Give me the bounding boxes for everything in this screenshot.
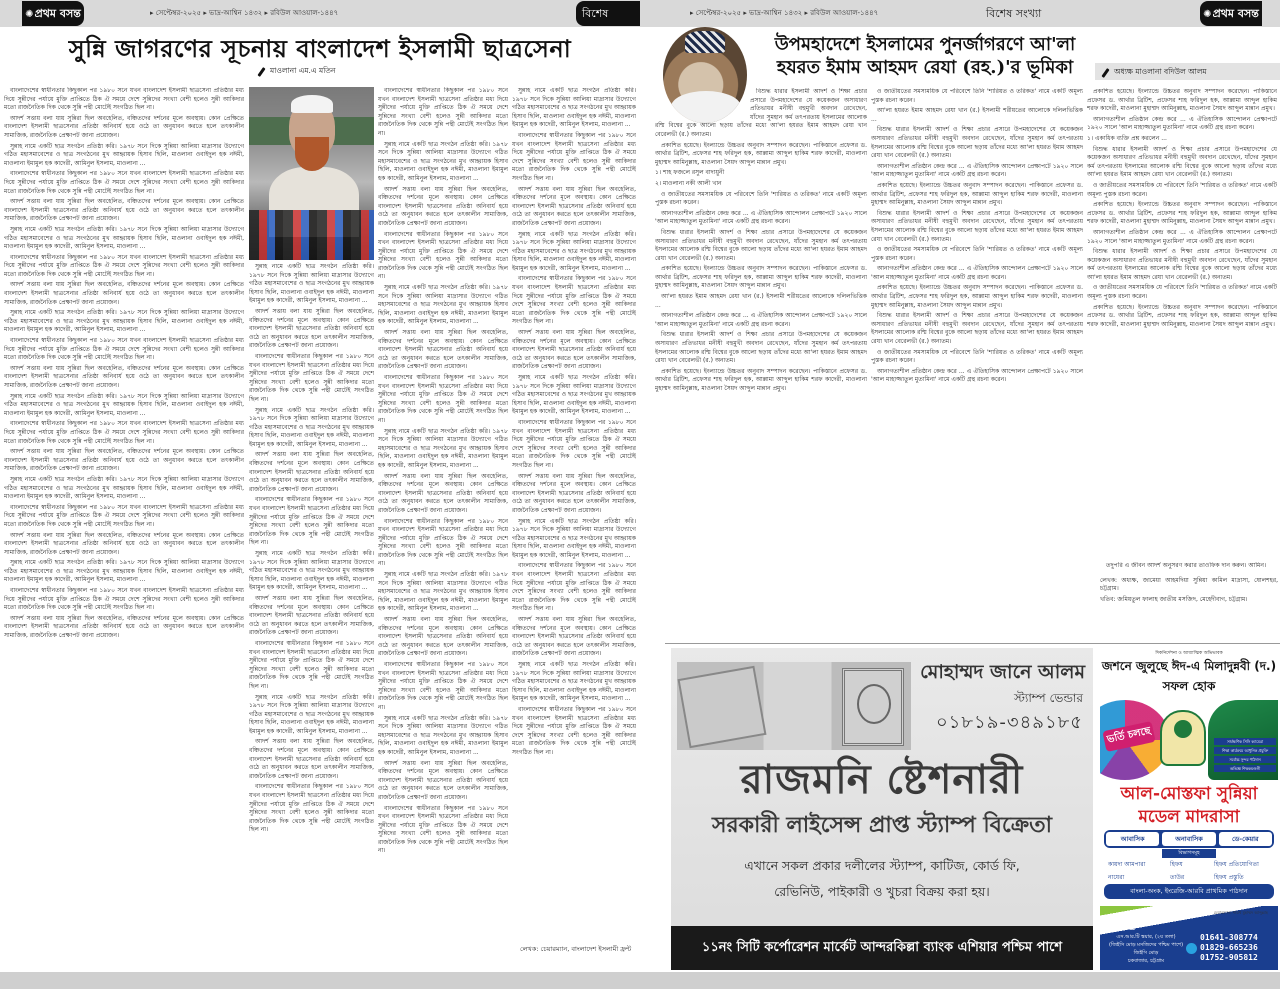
vendor-role: স্ট্যাম্প ভেন্ডার: [1013, 691, 1083, 705]
residency-types: [1104, 830, 1274, 848]
departments-label: বিভাগসমূহ: [1162, 849, 1216, 858]
license-text: সরকারী লাইসেন্স প্রাপ্ত স্ট্যাম্প বিক্রেতা: [711, 813, 1053, 838]
general-education-banner: বাংলা-অংক, ইংরেজি-আরবি প্রাথমিক পাঠদান: [1104, 884, 1274, 899]
admission-badge: ভর্তি চলছে: [1102, 721, 1156, 752]
masthead-bar: [0, 0, 640, 45]
greeting-line-2: সফল হোক: [1162, 679, 1216, 693]
article-column-4: সুন্নাহ নামে একটি ছাত্র সংগঠন প্রতিষ্ঠা করি। ১৯৭৮ সনে দিকে সুন্নিয়া আলিয়া মাদ্রাসার উদ্যোগে গঠিত মহাসমাবেশের ও ছাত্র সংগঠনের মুখ আহ্বায়ক হিসাব ছিলি, মাওলানা ওবাইদুল হক নঈমী, মাওলানা ইমামুল হক কাদেরী, আমিনুল ইসলাম, মাওলানা ... বাংলাদেশের স্বাধীনতার কিছুকাল পর ১৯৮০ সনে যখন বাংলাদেশ ইসলামী ছাত্রসেনা প্রতিষ্ঠার মধ্য দিয়ে সুন্নীদের পর্যায়ে মুক্তি প্রাপ্তিতে ঠিক ঐ সময়ে দেশে সুন্নিদের সংখ্যা বেশী হলেও সুন্নী আকিদার মতো রাজনৈতিক দিক থেকে সুন্নি পন্থী মোটেই সংগঠিত ছিল না। আদর্শ সত্তায় বলা যায় সুন্নিরা ছিল অবহেলিত, বঞ্চিতদের দর্শনের মূলে অবস্থায়। কোন প্রেক্ষিতে বাংলাদেশ ইসলামী ছাত্রসেনার প্রতিষ্ঠা অনিবার্য হয়ে ওঠে তা অনুধাবন করতে হলে তৎকালীন সামাজিক, রাজনৈতিক প্রেক্ষাপট জানা প্রয়োজন। সুন্নাহ নামে একটি ছাত্র সংগঠন প্রতিষ্ঠা করি। ১৯৭৮ সনে দিকে সুন্নিয়া আলিয়া মাদ্রাসার উদ্যোগে গঠিত মহাসমাবেশের ও ছাত্র সংগঠনের মুখ আহ্বায়ক হিসাব ছিলি, মাওলানা ওবাইদুল হক নঈমী, মাওলানা ইমামুল হক কাদেরী, আমিনুল ইসলাম, মাওলানা ... বাংলাদেশের স্বাধীনতার কিছুকাল পর ১৯৮০ সনে যখন বাংলাদেশ ইসলামী ছাত্রসেনা প্রতিষ্ঠার মধ্য দিয়ে সুন্নীদের পর্যায়ে মুক্তি প্রাপ্তিতে ঠিক ঐ সময়ে দেশে সুন্নিদের সংখ্যা বেশী হলেও সুন্নী আকিদার মতো রাজনৈতিক দিক থেকে সুন্নি পন্থী মোটেই সংগঠিত ছিল না। আদর্শ সত্তায় বলা যায় সুন্নিরা ছিল অবহেলিত, বঞ্চিতদের দর্শনের মূলে অবস্থায়। কোন প্রেক্ষিতে বাংলাদেশ ইসলামী ছাত্রসেনার প্রতিষ্ঠা অনিবার্য হয়ে ওঠে তা অনুধাবন করতে হলে তৎকালীন সামাজিক, রাজনৈতিক প্রেক্ষাপট জানা প্রয়োজন। সুন্নাহ নামে একটি ছাত্র সংগঠন প্রতিষ্ঠা করি। ১৯৭৮ সনে দিকে সুন্নিয়া আলিয়া মাদ্রাসার উদ্যোগে গঠিত মহাসমাবেশের ও ছাত্র সংগঠনের মুখ আহ্বায়ক হিসাব ছিলি, মাওলানা ওবাইদুল হক নঈমী, মাওলানা ইমামুল হক কাদেরী, আমিনুল ইসলাম, মাওলানা ... বাংলাদেশের স্বাধীনতার কিছুকাল পর ১৯৮০ সনে যখন বাংলাদেশ ইসলামী ছাত্রসেনা প্রতিষ্ঠার মধ্য দিয়ে সুন্নীদের পর্যায়ে মুক্তি প্রাপ্তিতে ঠিক ঐ সময়ে দেশে সুন্নিদের সংখ্যা বেশী হলেও সুন্নী আকিদার মতো রাজনৈতিক দিক থেকে সুন্নি পন্থী মোটেই সংগঠিত ছিল না। আদর্শ সত্তায় বলা যায় সুন্নিরা ছিল অবহেলিত, বঞ্চিতদের দর্শনের মূলে অবস্থায়। কোন প্রেক্ষিতে বাংলাদেশ ইসলামী ছাত্রসেনার প্রতিষ্ঠা অনিবার্য হয়ে ওঠে তা অনুধাবন করতে হলে তৎকালীন সামাজিক, রাজনৈতিক প্রেক্ষাপট জানা প্রয়োজন। সুন্নাহ নামে একটি ছাত্র সংগঠন প্রতিষ্ঠা করি। ১৯৭৮ সনে দিকে সুন্নিয়া আলিয়া মাদ্রাসার উদ্যোগে গঠিত মহাসমাবেশের ও ছাত্র সংগঠনের মুখ আহ্বায়ক হিসাব ছিলি, মাওলানা ওবাইদুল হক নঈমী, মাওলানা ইমামুল হক কাদেরী, আমিনুল ইসলাম, মাওলানা ... বাংলাদেশের স্বাধীনতার কিছুকাল পর ১৯৮০ সনে যখন বাংলাদেশ ইসলামী ছাত্রসেনা প্রতিষ্ঠার মধ্য দিয়ে সুন্নীদের পর্যায়ে মুক্তি প্রাপ্তিতে ঠিক ঐ সময়ে দেশে সুন্নিদের সংখ্যা বেশী হলেও সুন্নী আকিদার মতো রাজনৈতিক দিক থেকে সুন্নি পন্থী মোটেই সংগঠিত ছিল না। আদর্শ সত্তায় বলা যায় সুন্নিরা ছিল অবহেলিত, বঞ্চিতদের দর্শনের মূলে অবস্থায়। কোন প্রেক্ষিতে বাংলাদেশ ইসলামী ছাত্রসেনার প্রতিষ্ঠা অনিবার্য হয়ে ওঠে তা অনুধাবন করতে হলে তৎকালীন সামাজিক, রাজনৈতিক প্রেক্ষাপট জানা প্রয়োজন। সুন্নাহ নামে একটি ছাত্র সংগঠন প্রতিষ্ঠা করি। ১৯৭৮ সনে দিকে সুন্নিয়া আলিয়া মাদ্রাসার উদ্যোগে গঠিত মহাসমাবেশের ও ছাত্র সংগঠনের মুখ আহ্বায়ক হিসাব ছিলি, মাওলানা ওবাইদুল হক নঈমী, মাওলানা ইমামুল হক কাদেরী, আমিনুল ইসলাম, মাওলানা ... বাংলাদেশের স্বাধীনতার কিছুকাল পর ১৯৮০ সনে যখন বাংলাদেশ ইসলামী ছাত্রসেনা প্রতিষ্ঠার মধ্য দিয়ে সুন্নীদের পর্যায়ে মুক্তি প্রাপ্তিতে ঠিক ঐ সময়ে দেশে সুন্নিদের সংখ্যা বেশী হলেও সুন্নী আকিদার মতো রাজনৈতিক দিক থেকে সুন্নি পন্থী মোটেই সংগঠিত ছিল না।: [512, 87, 636, 756]
page-gutter: [0, 972, 640, 989]
byline: [256, 66, 335, 78]
seal-icon: [857, 684, 891, 724]
madrasa-phones: 01641-308774 01829-665236 01752-905812: [1200, 933, 1258, 962]
stationery-advertisement: [671, 648, 1093, 970]
section-label: বিশেষ সংখ্যা: [986, 7, 1042, 20]
subject-item: হিফয: [1170, 861, 1183, 868]
article-column-3: প্রকাশিত হয়েছে। ইংল্যান্ডে উচ্চতর অনুবাদ সম্পাদন করেছেন। পাকিস্তানে প্রফেসর ড. আর্থার ব্রিটিশ, প্রফেসর শাহ ফরিদুল হক, আল্লামা আব্দুল হাকিম শরফ কাদেরী, মাওলানা মুহাম্মদ আমিনুল্লাহ, মাওলানা সৈয়দ আব্দুল মান্নান প্রমুখ। আনাগত্যশীল প্রতিষ্ঠান কেন্দ্র করে ... এ ঐতিহাসিক আন্দোলন প্রেক্ষাপটে ১৯২০ সালে 'আল মাহাজ্জাতুল মুতামিনা' নামে একটি গ্রন্থ রচনা করেন। ১। একাধিক ব্যক্তি প্রশ্ন করলেন ... বিশুদ্ধ ধারার ইসলামী আদর্শ ও শিক্ষা প্রচার প্রসারে উপমহাদেশের যে কয়েকজন অসাধারণ প্রতিভাধর মনীষী বহুমুখী অবদান রেখেছেন, যাঁদের সুমহান কর্ম তৎপরতায় ইসলামের আলোক রশ্মি বিশ্বের বুকে আলো ছড়ায় তাঁদের মধ্যে আ'লা হযরত ইমাম আহমদ রেযা খান বেরেলভী (র.) অন্যতম। ও জাতীয়তের সমসাময়িক যে পরিবেশে তিনি 'শারিয়ত ও তরিকত' নামে একটি অমূল্য পুস্তক রচনা করেন। প্রকাশিত হয়েছে। ইংল্যান্ডে উচ্চতর অনুবাদ সম্পাদন করেছেন। পাকিস্তানে প্রফেসর ড. আর্থার ব্রিটিশ, প্রফেসর শাহ ফরিদুল হক, আল্লামা আব্দুল হাকিম শরফ কাদেরী, মাওলানা মুহাম্মদ আমিনুল্লাহ, মাওলানা সৈয়দ আব্দুল মান্নান প্রমুখ। আনাগত্যশীল প্রতিষ্ঠান কেন্দ্র করে ... এ ঐতিহাসিক আন্দোলন প্রেক্ষাপটে ১৯২০ সালে 'আল মাহাজ্জাতুল মুতামিনা' নামে একটি গ্রন্থ রচনা করেন। বিশুদ্ধ ধারার ইসলামী আদর্শ ও শিক্ষা প্রচার প্রসারে উপমহাদেশের যে কয়েকজন অসাধারণ প্রতিভাধর মনীষী বহুমুখী অবদান রেখেছেন, যাঁদের সুমহান কর্ম তৎপরতায় ইসলামের আলোক রশ্মি বিশ্বের বুকে আলো ছড়ায় তাঁদের মধ্যে আ'লা হযরত ইমাম আহমদ রেযা খান বেরেলভী (র.) অন্যতম। ও জাতীয়তের সমসাময়িক যে পরিবেশে তিনি 'শারিয়ত ও তরিকত' নামে একটি অমূল্য পুস্তক রচনা করেন। প্রকাশিত হয়েছে। ইংল্যান্ডে উচ্চতর অনুবাদ সম্পাদন করেছেন। পাকিস্তানে প্রফেসর ড. আর্থার ব্রিটিশ, প্রফেসর শাহ ফরিদুল হক, আল্লামা আব্দুল হাকিম শরফ কাদেরী, মাওলানা মুহাম্মদ আমিনুল্লাহ, মাওলানা সৈয়দ আব্দুল মান্নান প্রমুখ।: [1087, 88, 1277, 328]
feature-item: সার্বক্ষণিক সিসি ক্যামেরা: [1214, 738, 1276, 745]
article-column-3: বাংলাদেশের স্বাধীনতার কিছুকাল পর ১৯৮০ সনে যখন বাংলাদেশ ইসলামী ছাত্রসেনা প্রতিষ্ঠার মধ্য দিয়ে সুন্নীদের পর্যায়ে মুক্তি প্রাপ্তিতে ঠিক ঐ সময়ে দেশে সুন্নিদের সংখ্যা বেশী হলেও সুন্নী আকিদার মতো রাজনৈতিক দিক থেকে সুন্নি পন্থী মোটেই সংগঠিত ছিল না। সুন্নাহ নামে একটি ছাত্র সংগঠন প্রতিষ্ঠা করি। ১৯৭৮ সনে দিকে সুন্নিয়া আলিয়া মাদ্রাসার উদ্যোগে গঠিত মহাসমাবেশের ও ছাত্র সংগঠনের মুখ আহ্বায়ক হিসাব ছিলি, মাওলানা ওবাইদুল হক নঈমী, মাওলানা ইমামুল হক কাদেরী, আমিনুল ইসলাম, মাওলানা ... আদর্শ সত্তায় বলা যায় সুন্নিরা ছিল অবহেলিত, বঞ্চিতদের দর্শনের মূলে অবস্থায়। কোন প্রেক্ষিতে বাংলাদেশ ইসলামী ছাত্রসেনার প্রতিষ্ঠা অনিবার্য হয়ে ওঠে তা অনুধাবন করতে হলে তৎকালীন সামাজিক, রাজনৈতিক প্রেক্ষাপট জানা প্রয়োজন। বাংলাদেশের স্বাধীনতার কিছুকাল পর ১৯৮০ সনে যখন বাংলাদেশ ইসলামী ছাত্রসেনা প্রতিষ্ঠার মধ্য দিয়ে সুন্নীদের পর্যায়ে মুক্তি প্রাপ্তিতে ঠিক ঐ সময়ে দেশে সুন্নিদের সংখ্যা বেশী হলেও সুন্নী আকিদার মতো রাজনৈতিক দিক থেকে সুন্নি পন্থী মোটেই সংগঠিত ছিল না। সুন্নাহ নামে একটি ছাত্র সংগঠন প্রতিষ্ঠা করি। ১৯৭৮ সনে দিকে সুন্নিয়া আলিয়া মাদ্রাসার উদ্যোগে গঠিত মহাসমাবেশের ও ছাত্র সংগঠনের মুখ আহ্বায়ক হিসাব ছিলি, মাওলানা ওবাইদুল হক নঈমী, মাওলানা ইমামুল হক কাদেরী, আমিনুল ইসলাম, মাওলানা ... আদর্শ সত্তায় বলা যায় সুন্নিরা ছিল অবহেলিত, বঞ্চিতদের দর্শনের মূলে অবস্থায়। কোন প্রেক্ষিতে বাংলাদেশ ইসলামী ছাত্রসেনার প্রতিষ্ঠা অনিবার্য হয়ে ওঠে তা অনুধাবন করতে হলে তৎকালীন সামাজিক, রাজনৈতিক প্রেক্ষাপট জানা প্রয়োজন। বাংলাদেশের স্বাধীনতার কিছুকাল পর ১৯৮০ সনে যখন বাংলাদেশ ইসলামী ছাত্রসেনা প্রতিষ্ঠার মধ্য দিয়ে সুন্নীদের পর্যায়ে মুক্তি প্রাপ্তিতে ঠিক ঐ সময়ে দেশে সুন্নিদের সংখ্যা বেশী হলেও সুন্নী আকিদার মতো রাজনৈতিক দিক থেকে সুন্নি পন্থী মোটেই সংগঠিত ছিল না। সুন্নাহ নামে একটি ছাত্র সংগঠন প্রতিষ্ঠা করি। ১৯৭৮ সনে দিকে সুন্নিয়া আলিয়া মাদ্রাসার উদ্যোগে গঠিত মহাসমাবেশের ও ছাত্র সংগঠনের মুখ আহ্বায়ক হিসাব ছিলি, মাওলানা ওবাইদুল হক নঈমী, মাওলানা ইমামুল হক কাদেরী, আমিনুল ইসলাম, মাওলানা ... আদর্শ সত্তায় বলা যায় সুন্নিরা ছিল অবহেলিত, বঞ্চিতদের দর্শনের মূলে অবস্থায়। কোন প্রেক্ষিতে বাংলাদেশ ইসলামী ছাত্রসেনার প্রতিষ্ঠা অনিবার্য হয়ে ওঠে তা অনুধাবন করতে হলে তৎকালীন সামাজিক, রাজনৈতিক প্রেক্ষাপট জানা প্রয়োজন। বাংলাদেশের স্বাধীনতার কিছুকাল পর ১৯৮০ সনে যখন বাংলাদেশ ইসলামী ছাত্রসেনা প্রতিষ্ঠার মধ্য দিয়ে সুন্নীদের পর্যায়ে মুক্তি প্রাপ্তিতে ঠিক ঐ সময়ে দেশে সুন্নিদের সংখ্যা বেশী হলেও সুন্নী আকিদার মতো রাজনৈতিক দিক থেকে সুন্নি পন্থী মোটেই সংগঠিত ছিল না। সুন্নাহ নামে একটি ছাত্র সংগঠন প্রতিষ্ঠা করি। ১৯৭৮ সনে দিকে সুন্নিয়া আলিয়া মাদ্রাসার উদ্যোগে গঠিত মহাসমাবেশের ও ছাত্র সংগঠনের মুখ আহ্বায়ক হিসাব ছিলি, মাওলানা ওবাইদুল হক নঈমী, মাওলানা ইমামুল হক কাদেরী, আমিনুল ইসলাম, মাওলানা ... আদর্শ সত্তায় বলা যায় সুন্নিরা ছিল অবহেলিত, বঞ্চিতদের দর্শনের মূলে অবস্থায়। কোন প্রেক্ষিতে বাংলাদেশ ইসলামী ছাত্রসেনার প্রতিষ্ঠা অনিবার্য হয়ে ওঠে তা অনুধাবন করতে হলে তৎকালীন সামাজিক, রাজনৈতিক প্রেক্ষাপট জানা প্রয়োজন। বাংলাদেশের স্বাধীনতার কিছুকাল পর ১৯৮০ সনে যখন বাংলাদেশ ইসলামী ছাত্রসেনা প্রতিষ্ঠার মধ্য দিয়ে সুন্নীদের পর্যায়ে মুক্তি প্রাপ্তিতে ঠিক ঐ সময়ে দেশে সুন্নিদের সংখ্যা বেশী হলেও সুন্নী আকিদার মতো রাজনৈতিক দিক থেকে সুন্নি পন্থী মোটেই সংগঠিত ছিল না। সুন্নাহ নামে একটি ছাত্র সংগঠন প্রতিষ্ঠা করি। ১৯৭৮ সনে দিকে সুন্নিয়া আলিয়া মাদ্রাসার উদ্যোগে গঠিত মহাসমাবেশের ও ছাত্র সংগঠনের মুখ আহ্বায়ক হিসাব ছিলি, মাওলানা ওবাইদুল হক নঈমী, মাওলানা ইমামুল হক কাদেরী, আমিনুল ইসলাম, মাওলানা ... আদর্শ সত্তায় বলা যায় সুন্নিরা ছিল অবহেলিত, বঞ্চিতদের দর্শনের মূলে অবস্থায়। কোন প্রেক্ষিতে বাংলাদেশ ইসলামী ছাত্রসেনার প্রতিষ্ঠা অনিবার্য হয়ে ওঠে তা অনুধাবন করতে হলে তৎকালীন সামাজিক, রাজনৈতিক প্রেক্ষাপট জানা প্রয়োজন। বাংলাদেশের স্বাধীনতার কিছুকাল পর ১৯৮০ সনে যখন বাংলাদেশ ইসলামী ছাত্রসেনা প্রতিষ্ঠার মধ্য দিয়ে সুন্নীদের পর্যায়ে মুক্তি প্রাপ্তিতে ঠিক ঐ সময়ে দেশে সুন্নিদের সংখ্যা বেশী হলেও সুন্নী আকিদার মতো রাজনৈতিক দিক থেকে সুন্নি পন্থী মোটেই সংগঠিত ছিল না।: [378, 87, 508, 855]
author-note: লেখক: চেয়ারম্যান, বাংলাদেশ ইসলামী ফ্রন্ট: [520, 945, 632, 953]
photo-cap: [291, 95, 333, 113]
article-headline: উপমহাদেশে ইসলামের পুনর্জাগরণে আ'লা হযরত ইমাম আহমদ রেযা (রহ.)'র ভূমিকা: [774, 34, 1076, 78]
madrasa-emblem-icon: [1160, 710, 1206, 766]
masthead-bar: [640, 0, 1280, 27]
madrasa-name-line-2: মডেল মাদরাসা: [1138, 807, 1240, 827]
shop-address: ১১নং সিটি কর্পোরেশন মার্কেট আন্দরকিল্লা ব্যাংক এশিয়ার পশ্চিম পাশে: [671, 926, 1093, 970]
shop-name: রাজমনি ষ্টেশনারী: [740, 757, 1024, 803]
divider: [665, 643, 1280, 644]
type-residential: আবাসিক: [1106, 832, 1159, 846]
feature-item: শিক্ষা কার্যক্রমে আধুনিক প্রযুক্তি: [1214, 747, 1276, 754]
stamp-paper-icon: [678, 666, 767, 748]
ad-tiny-header: দিকনির্দেশনা ও আধ্যাত্মিক অভিভাবক: [1155, 651, 1223, 656]
section-label: বিশেষ সংখ্যা: [576, 1, 640, 26]
speaker-photo: [249, 87, 374, 260]
type-day-care: ডে-কেয়ার: [1219, 832, 1272, 846]
subject-item: কায়দা আমপারা: [1108, 861, 1146, 868]
dateline: ▸ সেপ্টেম্বর-২০২৫ ▸ ভাদ্র-আশ্বিন ১৪৩২ ▸ রবিউল আওয়াল-১৪৪৭: [150, 9, 339, 17]
vendor-name: মোহাম্মদ জানে আলম: [920, 661, 1085, 683]
byline: [1100, 67, 1207, 79]
greeting-line-1: জশনে জুলুছে ঈদ-এ মিলাদুন্নবী (দ.): [1101, 659, 1277, 673]
sunburst-icon: ✺: [1203, 9, 1212, 20]
home-icon: ⌂: [1130, 923, 1136, 932]
stamp-images: [677, 662, 911, 750]
page-gutter: [640, 972, 1280, 989]
pen-icon: [256, 67, 266, 77]
type-non-residential: অনাবাসিক: [1162, 832, 1215, 846]
masthead-logo: ✺প্রথম বসন্ত: [1200, 1, 1262, 26]
madrasa-name-line-1: আল-মোস্তফা সুন্নিয়া: [1120, 784, 1258, 804]
article-column-2: ও জাতীয়তের সমসাময়িক যে পরিবেশে তিনি 'শারিয়ত ও তরিকত' নামে একটি অমূল্য পুস্তক রচনা করেন। আ'লা হযরত ইমাম আহমদ রেযা খান (র.) ইসলামী শরীয়তের আলোকে দলিলভিত্তিক ... বিশুদ্ধ ধারার ইসলামী আদর্শ ও শিক্ষা প্রচার প্রসারে উপমহাদেশের যে কয়েকজন অসাধারণ প্রতিভাধর মনীষী বহুমুখী অবদান রেখেছেন, যাঁদের সুমহান কর্ম তৎপরতায় ইসলামের আলোক রশ্মি বিশ্বের বুকে আলো ছড়ায় তাঁদের মধ্যে আ'লা হযরত ইমাম আহমদ রেযা খান বেরেলভী (র.) অন্যতম। আনাগত্যশীল প্রতিষ্ঠান কেন্দ্র করে ... এ ঐতিহাসিক আন্দোলন প্রেক্ষাপটে ১৯২০ সালে 'আল মাহাজ্জাতুল মুতামিনা' নামে একটি গ্রন্থ রচনা করেন। প্রকাশিত হয়েছে। ইংল্যান্ডে উচ্চতর অনুবাদ সম্পাদন করেছেন। পাকিস্তানে প্রফেসর ড. আর্থার ব্রিটিশ, প্রফেসর শাহ ফরিদুল হক, আল্লামা আব্দুল হাকিম শরফ কাদেরী, মাওলানা মুহাম্মদ আমিনুল্লাহ, মাওলানা সৈয়দ আব্দুল মান্নান প্রমুখ। বিশুদ্ধ ধারার ইসলামী আদর্শ ও শিক্ষা প্রচার প্রসারে উপমহাদেশের যে কয়েকজন অসাধারণ প্রতিভাধর মনীষী বহুমুখী অবদান রেখেছেন, যাঁদের সুমহান কর্ম তৎপরতায় ইসলামের আলোক রশ্মি বিশ্বের বুকে আলো ছড়ায় তাঁদের মধ্যে আ'লা হযরত ইমাম আহমদ রেযা খান বেরেলভী (র.) অন্যতম। ও জাতীয়তের সমসাময়িক যে পরিবেশে তিনি 'শারিয়ত ও তরিকত' নামে একটি অমূল্য পুস্তক রচনা করেন। আনাগত্যশীল প্রতিষ্ঠান কেন্দ্র করে ... এ ঐতিহাসিক আন্দোলন প্রেক্ষাপটে ১৯২০ সালে 'আল মাহাজ্জাতুল মুতামিনা' নামে একটি গ্রন্থ রচনা করেন। প্রকাশিত হয়েছে। ইংল্যান্ডে উচ্চতর অনুবাদ সম্পাদন করেছেন। পাকিস্তানে প্রফেসর ড. আর্থার ব্রিটিশ, প্রফেসর শাহ ফরিদুল হক, আল্লামা আব্দুল হাকিম শরফ কাদেরী, মাওলানা মুহাম্মদ আমিনুল্লাহ, মাওলানা সৈয়দ আব্দুল মান্নান প্রমুখ। বিশুদ্ধ ধারার ইসলামী আদর্শ ও শিক্ষা প্রচার প্রসারে উপমহাদেশের যে কয়েকজন অসাধারণ প্রতিভাধর মনীষী বহুমুখী অবদান রেখেছেন, যাঁদের সুমহান কর্ম তৎপরতায় ইসলামের আলোক রশ্মি বিশ্বের বুকে আলো ছড়ায় তাঁদের মধ্যে আ'লা হযরত ইমাম আহমদ রেযা খান বেরেলভী (র.) অন্যতম। ও জাতীয়তের সমসাময়িক যে পরিবেশে তিনি 'শারিয়ত ও তরিকত' নামে একটি অমূল্য পুস্তক রচনা করেন। আনাগত্যশীল প্রতিষ্ঠান কেন্দ্র করে ... এ ঐতিহাসিক আন্দোলন প্রেক্ষাপটে ১৯২০ সালে 'আল মাহাজ্জাতুল মুতামিনা' নামে একটি গ্রন্থ রচনা করেন।: [871, 88, 1083, 384]
pen-icon: [1100, 68, 1110, 78]
sunburst-icon: ✺: [25, 9, 34, 20]
subjects-list: [1108, 859, 1274, 883]
article-headline: সুন্নি জাগরণের সূচনায় বাংলাদেশ ইসলামী ছাত্রসেনা: [68, 34, 572, 63]
feature-item: সর্বোচ্চ সুন্দর পাঠদান: [1214, 756, 1276, 763]
photo-microphones: [249, 210, 374, 260]
vendor-phone: ০১৮১৯-৩৪৯১৮৫: [935, 712, 1083, 733]
masthead-logo: ✺প্রথম বসন্ত: [22, 1, 84, 26]
shop-description: এখানে সকল প্রকার দলীলের স্ট্যাম্প, কাটিজ, কোর্ড ফি, রেভিনিউ, পাইকারী ও খুচরা বিক্রয় করা হয়।: [744, 858, 1020, 899]
article-column-1: বাংলাদেশের স্বাধীনতার কিছুকাল পর ১৯৮০ সনে যখন বাংলাদেশ ইসলামী ছাত্রসেনা প্রতিষ্ঠার মধ্য দিয়ে সুন্নীদের পর্যায়ে মুক্তি প্রাপ্তিতে ঠিক ঐ সময়ে দেশে সুন্নিদের সংখ্যা বেশী হলেও সুন্নী আকিদার মতো রাজনৈতিক দিক থেকে সুন্নি পন্থী মোটেই সংগঠিত ছিল না। আদর্শ সত্তায় বলা যায় সুন্নিরা ছিল অবহেলিত, বঞ্চিতদের দর্শনের মূলে অবস্থায়। কোন প্রেক্ষিতে বাংলাদেশ ইসলামী ছাত্রসেনার প্রতিষ্ঠা অনিবার্য হয়ে ওঠে তা অনুধাবন করতে হলে তৎকালীন সামাজিক, রাজনৈতিক প্রেক্ষাপট জানা প্রয়োজন। সুন্নাহ নামে একটি ছাত্র সংগঠন প্রতিষ্ঠা করি। ১৯৭৮ সনে দিকে সুন্নিয়া আলিয়া মাদ্রাসার উদ্যোগে গঠিত মহাসমাবেশের ও ছাত্র সংগঠনের মুখ আহ্বায়ক হিসাব ছিলি, মাওলানা ওবাইদুল হক নঈমী, মাওলানা ইমামুল হক কাদেরী, আমিনুল ইসলাম, মাওলানা ... বাংলাদেশের স্বাধীনতার কিছুকাল পর ১৯৮০ সনে যখন বাংলাদেশ ইসলামী ছাত্রসেনা প্রতিষ্ঠার মধ্য দিয়ে সুন্নীদের পর্যায়ে মুক্তি প্রাপ্তিতে ঠিক ঐ সময়ে দেশে সুন্নিদের সংখ্যা বেশী হলেও সুন্নী আকিদার মতো রাজনৈতিক দিক থেকে সুন্নি পন্থী মোটেই সংগঠিত ছিল না। আদর্শ সত্তায় বলা যায় সুন্নিরা ছিল অবহেলিত, বঞ্চিতদের দর্শনের মূলে অবস্থায়। কোন প্রেক্ষিতে বাংলাদেশ ইসলামী ছাত্রসেনার প্রতিষ্ঠা অনিবার্য হয়ে ওঠে তা অনুধাবন করতে হলে তৎকালীন সামাজিক, রাজনৈতিক প্রেক্ষাপট জানা প্রয়োজন। সুন্নাহ নামে একটি ছাত্র সংগঠন প্রতিষ্ঠা করি। ১৯৭৮ সনে দিকে সুন্নিয়া আলিয়া মাদ্রাসার উদ্যোগে গঠিত মহাসমাবেশের ও ছাত্র সংগঠনের মুখ আহ্বায়ক হিসাব ছিলি, মাওলানা ওবাইদুল হক নঈমী, মাওলানা ইমামুল হক কাদেরী, আমিনুল ইসলাম, মাওলানা ... বাংলাদেশের স্বাধীনতার কিছুকাল পর ১৯৮০ সনে যখন বাংলাদেশ ইসলামী ছাত্রসেনা প্রতিষ্ঠার মধ্য দিয়ে সুন্নীদের পর্যায়ে মুক্তি প্রাপ্তিতে ঠিক ঐ সময়ে দেশে সুন্নিদের সংখ্যা বেশী হলেও সুন্নী আকিদার মতো রাজনৈতিক দিক থেকে সুন্নি পন্থী মোটেই সংগঠিত ছিল না। আদর্শ সত্তায় বলা যায় সুন্নিরা ছিল অবহেলিত, বঞ্চিতদের দর্শনের মূলে অবস্থায়। কোন প্রেক্ষিতে বাংলাদেশ ইসলামী ছাত্রসেনার প্রতিষ্ঠা অনিবার্য হয়ে ওঠে তা অনুধাবন করতে হলে তৎকালীন সামাজিক, রাজনৈতিক প্রেক্ষাপট জানা প্রয়োজন। সুন্নাহ নামে একটি ছাত্র সংগঠন প্রতিষ্ঠা করি। ১৯৭৮ সনে দিকে সুন্নিয়া আলিয়া মাদ্রাসার উদ্যোগে গঠিত মহাসমাবেশের ও ছাত্র সংগঠনের মুখ আহ্বায়ক হিসাব ছিলি, মাওলানা ওবাইদুল হক নঈমী, মাওলানা ইমামুল হক কাদেরী, আমিনুল ইসলাম, মাওলানা ... বাংলাদেশের স্বাধীনতার কিছুকাল পর ১৯৮০ সনে যখন বাংলাদেশ ইসলামী ছাত্রসেনা প্রতিষ্ঠার মধ্য দিয়ে সুন্নীদের পর্যায়ে মুক্তি প্রাপ্তিতে ঠিক ঐ সময়ে দেশে সুন্নিদের সংখ্যা বেশী হলেও সুন্নী আকিদার মতো রাজনৈতিক দিক থেকে সুন্নি পন্থী মোটেই সংগঠিত ছিল না। আদর্শ সত্তায় বলা যায় সুন্নিরা ছিল অবহেলিত, বঞ্চিতদের দর্শনের মূলে অবস্থায়। কোন প্রেক্ষিতে বাংলাদেশ ইসলামী ছাত্রসেনার প্রতিষ্ঠা অনিবার্য হয়ে ওঠে তা অনুধাবন করতে হলে তৎকালীন সামাজিক, রাজনৈতিক প্রেক্ষাপট জানা প্রয়োজন। সুন্নাহ নামে একটি ছাত্র সংগঠন প্রতিষ্ঠা করি। ১৯৭৮ সনে দিকে সুন্নিয়া আলিয়া মাদ্রাসার উদ্যোগে গঠিত মহাসমাবেশের ও ছাত্র সংগঠনের মুখ আহ্বায়ক হিসাব ছিলি, মাওলানা ওবাইদুল হক নঈমী, মাওলানা ইমামুল হক কাদেরী, আমিনুল ইসলাম, মাওলানা ... বাংলাদেশের স্বাধীনতার কিছুকাল পর ১৯৮০ সনে যখন বাংলাদেশ ইসলামী ছাত্রসেনা প্রতিষ্ঠার মধ্য দিয়ে সুন্নীদের পর্যায়ে মুক্তি প্রাপ্তিতে ঠিক ঐ সময়ে দেশে সুন্নিদের সংখ্যা বেশী হলেও সুন্নী আকিদার মতো রাজনৈতিক দিক থেকে সুন্নি পন্থী মোটেই সংগঠিত ছিল না। আদর্শ সত্তায় বলা যায় সুন্নিরা ছিল অবহেলিত, বঞ্চিতদের দর্শনের মূলে অবস্থায়। কোন প্রেক্ষিতে বাংলাদেশ ইসলামী ছাত্রসেনার প্রতিষ্ঠা অনিবার্য হয়ে ওঠে তা অনুধাবন করতে হলে তৎকালীন সামাজিক, রাজনৈতিক প্রেক্ষাপট জানা প্রয়োজন। সুন্নাহ নামে একটি ছাত্র সংগঠন প্রতিষ্ঠা করি। ১৯৭৮ সনে দিকে সুন্নিয়া আলিয়া মাদ্রাসার উদ্যোগে গঠিত মহাসমাবেশের ও ছাত্র সংগঠনের মুখ আহ্বায়ক হিসাব ছিলি, মাওলানা ওবাইদুল হক নঈমী, মাওলানা ইমামুল হক কাদেরী, আমিনুল ইসলাম, মাওলানা ... বাংলাদেশের স্বাধীনতার কিছুকাল পর ১৯৮০ সনে যখন বাংলাদেশ ইসলামী ছাত্রসেনা প্রতিষ্ঠার মধ্য দিয়ে সুন্নীদের পর্যায়ে মুক্তি প্রাপ্তিতে ঠিক ঐ সময়ে দেশে সুন্নিদের সংখ্যা বেশী হলেও সুন্নী আকিদার মতো রাজনৈতিক দিক থেকে সুন্নি পন্থী মোটেই সংগঠিত ছিল না। আদর্শ সত্তায় বলা যায় সুন্নিরা ছিল অবহেলিত, বঞ্চিতদের দর্শনের মূলে অবস্থায়। কোন প্রেক্ষিতে বাংলাদেশ ইসলামী ছাত্রসেনার প্রতিষ্ঠা অনিবার্য হয়ে ওঠে তা অনুধাবন করতে হলে তৎকালীন সামাজিক, রাজনৈতিক প্রেক্ষাপট জানা প্রয়োজন। সুন্নাহ নামে একটি ছাত্র সংগঠন প্রতিষ্ঠা করি। ১৯৭৮ সনে দিকে সুন্নিয়া আলিয়া মাদ্রাসার উদ্যোগে গঠিত মহাসমাবেশের ও ছাত্র সংগঠনের মুখ আহ্বায়ক হিসাব ছিলি, মাওলানা ওবাইদুল হক নঈমী, মাওলানা ইমামুল হক কাদেরী, আমিনুল ইসলাম, মাওলানা ... বাংলাদেশের স্বাধীনতার কিছুকাল পর ১৯৮০ সনে যখন বাংলাদেশ ইসলামী ছাত্রসেনা প্রতিষ্ঠার মধ্য দিয়ে সুন্নীদের পর্যায়ে মুক্তি প্রাপ্তিতে ঠিক ঐ সময়ে দেশে সুন্নিদের সংখ্যা বেশী হলেও সুন্নী আকিদার মতো রাজনৈতিক দিক থেকে সুন্নি পন্থী মোটেই সংগঠিত ছিল না। আদর্শ সত্তায় বলা যায় সুন্নিরা ছিল অবহেলিত, বঞ্চিতদের দর্শনের মূলে অবস্থায়। কোন প্রেক্ষিতে বাংলাদেশ ইসলামী ছাত্রসেনার প্রতিষ্ঠা অনিবার্য হয়ে ওঠে তা অনুধাবন করতে হলে তৎকালীন সামাজিক, রাজনৈতিক প্রেক্ষাপট জানা প্রয়োজন।: [4, 87, 244, 640]
article-column-1: বিশুদ্ধ ধারার ইসলামী আদর্শ ও শিক্ষা প্রচার প্রসারে উপমহাদেশের যে কয়েকজন অসাধারণ প্রতিভাধর মনীষী বহুমুখী অবদান রেখেছেন, যাঁদের সুমহান কর্ম তৎপরতায় ইসলামের আলোক রশ্মি বিশ্বের বুকে আলো ছড়ায় তাঁদের মধ্যে আ'লা হযরত ইমাম আহমদ রেযা খান বেরেলভী (র.) অন্যতম। প্রকাশিত হয়েছে। ইংল্যান্ডে উচ্চতর অনুবাদ সম্পাদন করেছেন। পাকিস্তানে প্রফেসর ড. আর্থার ব্রিটিশ, প্রফেসর শাহ ফরিদুল হক, আল্লামা আব্দুল হাকিম শরফ কাদেরী, মাওলানা মুহাম্মদ আমিনুল্লাহ, মাওলানা সৈয়দ আব্দুল মান্নান প্রমুখ। ১। শাহ ফজলে রসুল বাদায়ুনী ২। মাওলানা নকী আলী খান ও জাতীয়তের সমসাময়িক যে পরিবেশে তিনি 'শারিয়ত ও তরিকত' নামে একটি অমূল্য পুস্তক রচনা করেন। আনাগত্যশীল প্রতিষ্ঠান কেন্দ্র করে ... এ ঐতিহাসিক আন্দোলন প্রেক্ষাপটে ১৯২০ সালে 'আল মাহাজ্জাতুল মুতামিনা' নামে একটি গ্রন্থ রচনা করেন। বিশুদ্ধ ধারার ইসলামী আদর্শ ও শিক্ষা প্রচার প্রসারে উপমহাদেশের যে কয়েকজন অসাধারণ প্রতিভাধর মনীষী বহুমুখী অবদান রেখেছেন, যাঁদের সুমহান কর্ম তৎপরতায় ইসলামের আলোক রশ্মি বিশ্বের বুকে আলো ছড়ায় তাঁদের মধ্যে আ'লা হযরত ইমাম আহমদ রেযা খান বেরেলভী (র.) অন্যতম। প্রকাশিত হয়েছে। ইংল্যান্ডে উচ্চতর অনুবাদ সম্পাদন করেছেন। পাকিস্তানে প্রফেসর ড. আর্থার ব্রিটিশ, প্রফেসর শাহ ফরিদুল হক, আল্লামা আব্দুল হাকিম শরফ কাদেরী, মাওলানা মুহাম্মদ আমিনুল্লাহ, মাওলানা সৈয়দ আব্দুল মান্নান প্রমুখ। আ'লা হযরত ইমাম আহমদ রেযা খান (র.) ইসলামী শরীয়তের আলোকে দলিলভিত্তিক ... আনাগত্যশীল প্রতিষ্ঠান কেন্দ্র করে ... এ ঐতিহাসিক আন্দোলন প্রেক্ষাপটে ১৯২০ সালে 'আল মাহাজ্জাতুল মুতামিনা' নামে একটি গ্রন্থ রচনা করেন। বিশুদ্ধ ধারার ইসলামী আদর্শ ও শিক্ষা প্রচার প্রসারে উপমহাদেশের যে কয়েকজন অসাধারণ প্রতিভাধর মনীষী বহুমুখী অবদান রেখেছেন, যাঁদের সুমহান কর্ম তৎপরতায় ইসলামের আলোক রশ্মি বিশ্বের বুকে আলো ছড়ায় তাঁদের মধ্যে আ'লা হযরত ইমাম আহমদ রেযা খান বেরেলভী (র.) অন্যতম। প্রকাশিত হয়েছে। ইংল্যান্ডে উচ্চতর অনুবাদ সম্পাদন করেছেন। পাকিস্তানে প্রফেসর ড. আর্থার ব্রিটিশ, প্রফেসর শাহ ফরিদুল হক, আল্লামা আব্দুল হাকিম শরফ কাদেরী, মাওলানা মুহাম্মদ আমিনুল্লাহ, মাওলানা সৈয়দ আব্দুল মান্নান প্রমুখ।: [655, 88, 867, 392]
subject-item: হিফয প্রস্তুতি: [1214, 874, 1244, 881]
feature-item: অভিজ্ঞ শিক্ষকমণ্ডলী: [1214, 765, 1276, 772]
subject-item: নাযেরা: [1108, 874, 1125, 881]
portrait-cap: [685, 31, 725, 53]
madrasa-address: এস.আর.টি স্কয়ার, (২য় তলা) (জিইসি মোড় মসজিদের পশ্চিম পাশে) জিইসি মোড় চকবাজার, চট্টগ্রাম: [1108, 934, 1184, 964]
photo-beard: [295, 137, 329, 171]
madrasa-advertisement: [1100, 648, 1278, 970]
author-info: তদুপরি এ জীবন আদর্শ অনুসরণ করার তাওফিক দান করুন। আমিন। লেখক: অধ্যক্ষ, জামেয়া আহমদিয়া সুন্নিয়া কামিল মাদ্রাসা, ষোলশহর, চট্টগ্রাম। খতিব: জমিয়তুল ফালাহ জাতীয় মসজিদ, মেহেদীবাগ, চট্টগ্রাম।: [1100, 562, 1278, 603]
subject-item: তাউর: [1170, 874, 1185, 881]
article-column-2: সুন্নাহ নামে একটি ছাত্র সংগঠন প্রতিষ্ঠা করি। ১৯৭৮ সনে দিকে সুন্নিয়া আলিয়া মাদ্রাসার উদ্যোগে গঠিত মহাসমাবেশের ও ছাত্র সংগঠনের মুখ আহ্বায়ক হিসাব ছিলি, মাওলানা ওবাইদুল হক নঈমী, মাওলানা ইমামুল হক কাদেরী, আমিনুল ইসলাম, মাওলানা ... আদর্শ সত্তায় বলা যায় সুন্নিরা ছিল অবহেলিত, বঞ্চিতদের দর্শনের মূলে অবস্থায়। কোন প্রেক্ষিতে বাংলাদেশ ইসলামী ছাত্রসেনার প্রতিষ্ঠা অনিবার্য হয়ে ওঠে তা অনুধাবন করতে হলে তৎকালীন সামাজিক, রাজনৈতিক প্রেক্ষাপট জানা প্রয়োজন। বাংলাদেশের স্বাধীনতার কিছুকাল পর ১৯৮০ সনে যখন বাংলাদেশ ইসলামী ছাত্রসেনা প্রতিষ্ঠার মধ্য দিয়ে সুন্নীদের পর্যায়ে মুক্তি প্রাপ্তিতে ঠিক ঐ সময়ে দেশে সুন্নিদের সংখ্যা বেশী হলেও সুন্নী আকিদার মতো রাজনৈতিক দিক থেকে সুন্নি পন্থী মোটেই সংগঠিত ছিল না। সুন্নাহ নামে একটি ছাত্র সংগঠন প্রতিষ্ঠা করি। ১৯৭৮ সনে দিকে সুন্নিয়া আলিয়া মাদ্রাসার উদ্যোগে গঠিত মহাসমাবেশের ও ছাত্র সংগঠনের মুখ আহ্বায়ক হিসাব ছিলি, মাওলানা ওবাইদুল হক নঈমী, মাওলানা ইমামুল হক কাদেরী, আমিনুল ইসলাম, মাওলানা ... আদর্শ সত্তায় বলা যায় সুন্নিরা ছিল অবহেলিত, বঞ্চিতদের দর্শনের মূলে অবস্থায়। কোন প্রেক্ষিতে বাংলাদেশ ইসলামী ছাত্রসেনার প্রতিষ্ঠা অনিবার্য হয়ে ওঠে তা অনুধাবন করতে হলে তৎকালীন সামাজিক, রাজনৈতিক প্রেক্ষাপট জানা প্রয়োজন। বাংলাদেশের স্বাধীনতার কিছুকাল পর ১৯৮০ সনে যখন বাংলাদেশ ইসলামী ছাত্রসেনা প্রতিষ্ঠার মধ্য দিয়ে সুন্নীদের পর্যায়ে মুক্তি প্রাপ্তিতে ঠিক ঐ সময়ে দেশে সুন্নিদের সংখ্যা বেশী হলেও সুন্নী আকিদার মতো রাজনৈতিক দিক থেকে সুন্নি পন্থী মোটেই সংগঠিত ছিল না। সুন্নাহ নামে একটি ছাত্র সংগঠন প্রতিষ্ঠা করি। ১৯৭৮ সনে দিকে সুন্নিয়া আলিয়া মাদ্রাসার উদ্যোগে গঠিত মহাসমাবেশের ও ছাত্র সংগঠনের মুখ আহ্বায়ক হিসাব ছিলি, মাওলানা ওবাইদুল হক নঈমী, মাওলানা ইমামুল হক কাদেরী, আমিনুল ইসলাম, মাওলানা ... আদর্শ সত্তায় বলা যায় সুন্নিরা ছিল অবহেলিত, বঞ্চিতদের দর্শনের মূলে অবস্থায়। কোন প্রেক্ষিতে বাংলাদেশ ইসলামী ছাত্রসেনার প্রতিষ্ঠা অনিবার্য হয়ে ওঠে তা অনুধাবন করতে হলে তৎকালীন সামাজিক, রাজনৈতিক প্রেক্ষাপট জানা প্রয়োজন। বাংলাদেশের স্বাধীনতার কিছুকাল পর ১৯৮০ সনে যখন বাংলাদেশ ইসলামী ছাত্রসেনা প্রতিষ্ঠার মধ্য দিয়ে সুন্নীদের পর্যায়ে মুক্তি প্রাপ্তিতে ঠিক ঐ সময়ে দেশে সুন্নিদের সংখ্যা বেশী হলেও সুন্নী আকিদার মতো রাজনৈতিক দিক থেকে সুন্নি পন্থী মোটেই সংগঠিত ছিল না। সুন্নাহ নামে একটি ছাত্র সংগঠন প্রতিষ্ঠা করি। ১৯৭৮ সনে দিকে সুন্নিয়া আলিয়া মাদ্রাসার উদ্যোগে গঠিত মহাসমাবেশের ও ছাত্র সংগঠনের মুখ আহ্বায়ক হিসাব ছিলি, মাওলানা ওবাইদুল হক নঈমী, মাওলানা ইমামুল হক কাদেরী, আমিনুল ইসলাম, মাওলানা ... আদর্শ সত্তায় বলা যায় সুন্নিরা ছিল অবহেলিত, বঞ্চিতদের দর্শনের মূলে অবস্থায়। কোন প্রেক্ষিতে বাংলাদেশ ইসলামী ছাত্রসেনার প্রতিষ্ঠা অনিবার্য হয়ে ওঠে তা অনুধাবন করতে হলে তৎকালীন সামাজিক, রাজনৈতিক প্রেক্ষাপট জানা প্রয়োজন। বাংলাদেশের স্বাধীনতার কিছুকাল পর ১৯৮০ সনে যখন বাংলাদেশ ইসলামী ছাত্রসেনা প্রতিষ্ঠার মধ্য দিয়ে সুন্নীদের পর্যায়ে মুক্তি প্রাপ্তিতে ঠিক ঐ সময়ে দেশে সুন্নিদের সংখ্যা বেশী হলেও সুন্নী আকিদার মতো রাজনৈতিক দিক থেকে সুন্নি পন্থী মোটেই সংগঠিত ছিল না।: [249, 263, 374, 834]
subject-item: হিফয প্রতিযোগিতা: [1214, 861, 1259, 868]
author-name: মাওলানা এম.এ মতিন: [270, 66, 336, 75]
chairman-note: চেয়ারম্যান: শায়খ মুহাম্মদ আব্দুল্লাহ: [1213, 910, 1268, 915]
dateline: ▸ সেপ্টেম্বর-২০২৫ ▸ ভাদ্র-আশ্বিন ১৪৩২ ▸ রবিউল আওয়াল-১৪৪৭: [690, 9, 879, 17]
author-name: অধ্যক্ষ মাওলানা বদিউল আলম: [1114, 67, 1207, 76]
phone-icon: [1186, 943, 1197, 954]
